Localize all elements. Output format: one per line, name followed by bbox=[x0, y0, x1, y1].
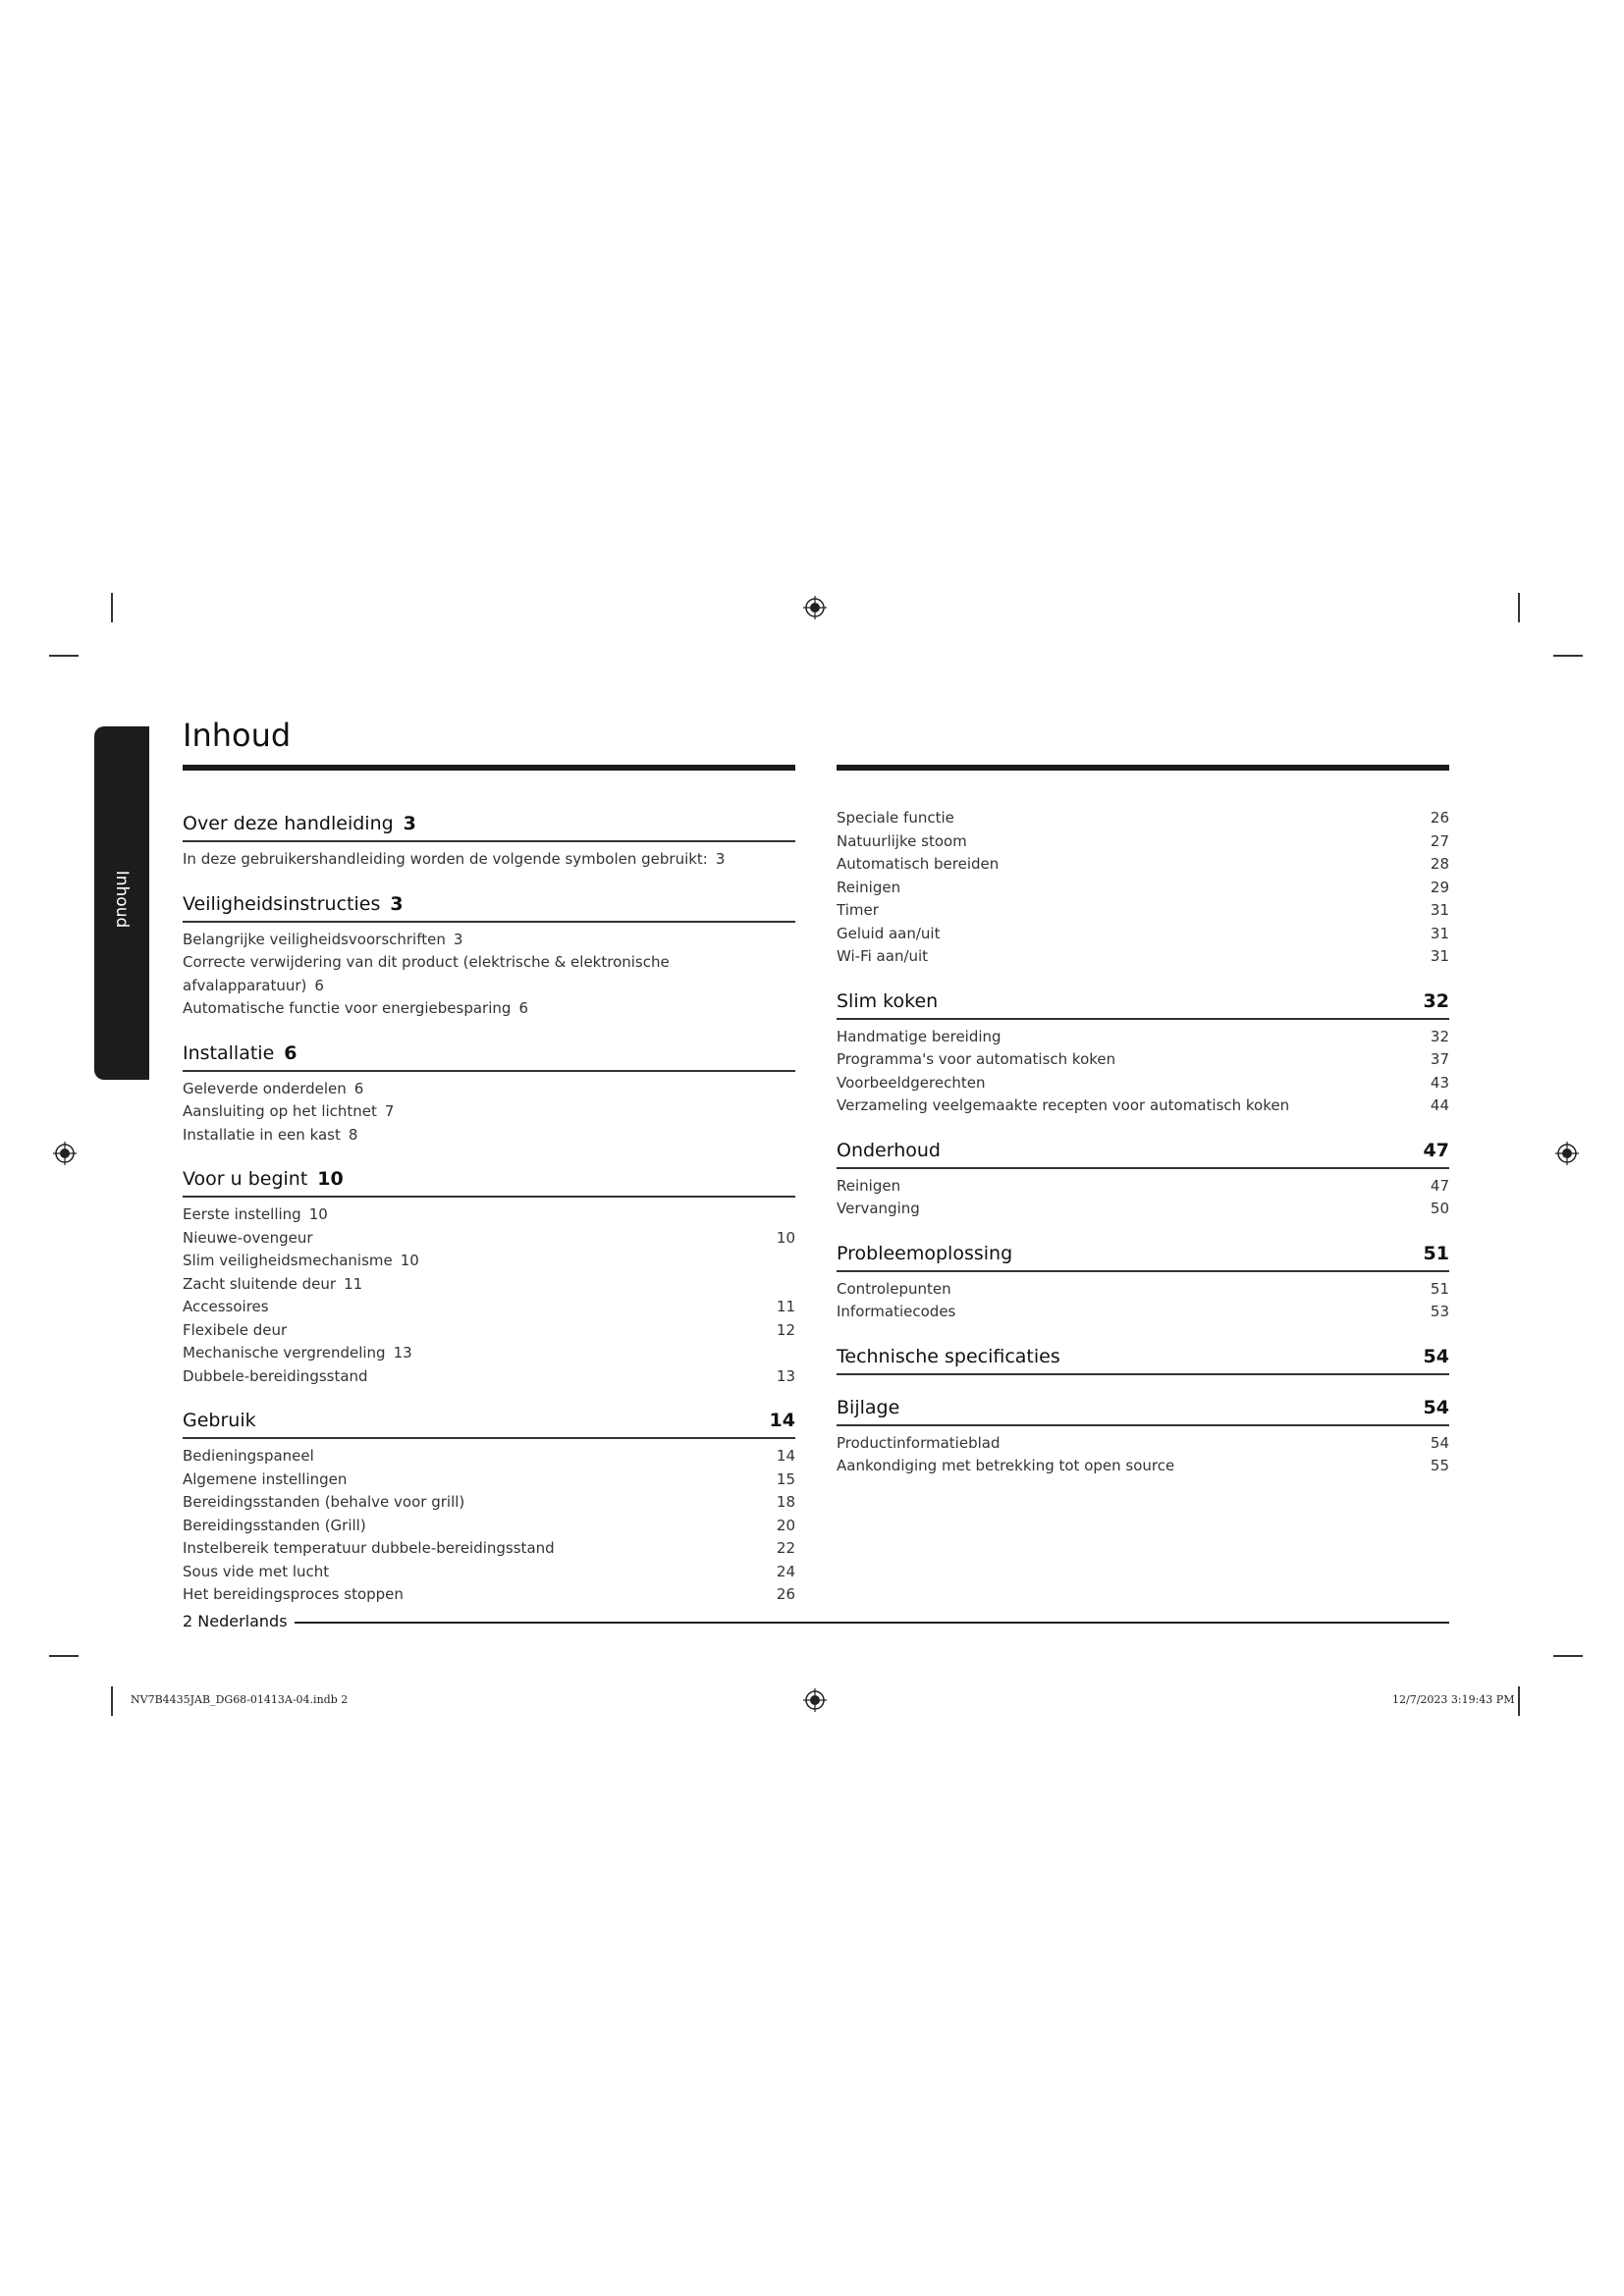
toc-entry-label bbox=[837, 1278, 951, 1302]
toc-entry-label bbox=[183, 1515, 366, 1538]
toc-entry-text: Timer bbox=[837, 901, 879, 919]
side-tab-label: Inhoud bbox=[112, 870, 132, 929]
crop-mark bbox=[111, 1686, 113, 1716]
toc-entry-text: Correcte verwijdering van dit product (elektrische & elektronische afvalapparatuur) bbox=[183, 953, 670, 994]
slug-right: 12/7/2023 3:19:43 PM bbox=[1392, 1693, 1515, 1706]
toc-entry[interactable] bbox=[837, 1095, 1449, 1118]
toc-entry-text: Aankondiging met betrekking tot open source bbox=[837, 1457, 1175, 1474]
toc-section-text: Over deze handleiding bbox=[183, 813, 394, 834]
toc-entry-page: 15 bbox=[776, 1469, 795, 1488]
toc-entry-page: 51 bbox=[1430, 1279, 1449, 1298]
toc-section-text: Probleemoplossing bbox=[837, 1242, 1013, 1264]
toc-entry[interactable] bbox=[837, 877, 1449, 900]
toc-section-heading[interactable] bbox=[837, 990, 1449, 1020]
toc-section-page: 54 bbox=[1423, 1345, 1449, 1367]
toc-entry-page: 8 bbox=[348, 1125, 358, 1144]
toc-entry-text: Informatiecodes bbox=[837, 1303, 956, 1320]
toc-entry-label bbox=[837, 1301, 955, 1324]
toc-entry-text: Belangrijke veiligheidsvoorschriften bbox=[183, 930, 446, 948]
toc-entry-page: 12 bbox=[776, 1320, 795, 1339]
toc-section-items bbox=[183, 1445, 795, 1607]
registration-mark-icon bbox=[803, 596, 827, 619]
toc-entry-page: 26 bbox=[1430, 809, 1449, 827]
toc-section bbox=[837, 990, 1449, 1118]
toc-entry[interactable] bbox=[837, 1072, 1449, 1095]
toc-entry[interactable] bbox=[183, 1468, 795, 1492]
toc-entry[interactable] bbox=[183, 1365, 795, 1389]
toc-entry-label bbox=[183, 997, 528, 1021]
toc-entry-page: 37 bbox=[1430, 1050, 1449, 1068]
toc-entry-label bbox=[837, 1072, 985, 1095]
toc-entry-text: Natuurlijke stoom bbox=[837, 831, 967, 850]
toc-entry-text: Reinigen bbox=[837, 1176, 901, 1195]
toc-entry-text: Eerste instelling bbox=[183, 1205, 301, 1223]
toc-entry-label bbox=[837, 1432, 1000, 1456]
toc-entry-text: Wi-Fi aan/uit bbox=[837, 947, 929, 965]
crop-mark bbox=[1553, 1655, 1583, 1657]
toc-entry-page: 47 bbox=[1430, 1176, 1449, 1195]
toc-entry-page: 13 bbox=[393, 1344, 412, 1362]
toc-entry-page: 6 bbox=[518, 999, 528, 1017]
toc-entry-label bbox=[183, 1203, 328, 1227]
toc-entry-text: Geleverde onderdelen bbox=[183, 1079, 347, 1097]
toc-section-heading[interactable] bbox=[837, 1140, 1449, 1169]
toc-entry-text: Reinigen bbox=[837, 878, 901, 896]
toc-entry[interactable] bbox=[183, 1203, 795, 1227]
toc-entry-page: 13 bbox=[776, 1366, 795, 1385]
toc-entry[interactable] bbox=[183, 997, 795, 1021]
toc-entry-label bbox=[837, 1026, 1001, 1049]
toc-entry[interactable] bbox=[183, 1342, 795, 1365]
toc-entry-label bbox=[183, 951, 795, 997]
toc-entry[interactable] bbox=[837, 1026, 1449, 1049]
toc-section-items bbox=[183, 929, 795, 1021]
toc-entry-page: 14 bbox=[776, 1447, 795, 1465]
toc-entry[interactable] bbox=[837, 899, 1449, 923]
toc-section bbox=[183, 1168, 795, 1388]
toc-entry-text: Controlepunten bbox=[837, 1279, 951, 1298]
toc-entry-text: Instelbereik temperatuur dubbele-bereidingsstand bbox=[183, 1539, 555, 1557]
toc-section-title bbox=[837, 1140, 941, 1161]
toc-section-title bbox=[837, 1243, 1012, 1264]
toc-entry-text: Mechanische vergrendeling bbox=[183, 1344, 386, 1362]
toc-section-title bbox=[183, 1168, 344, 1190]
toc-entry-label bbox=[837, 1095, 1289, 1118]
toc-entry-label bbox=[837, 853, 999, 877]
toc-entry-label bbox=[837, 1175, 900, 1199]
toc-entry-page: 29 bbox=[1430, 878, 1449, 896]
toc-entry-text: Zacht sluitende deur bbox=[183, 1274, 337, 1293]
toc-entry-label bbox=[837, 1048, 1115, 1072]
toc-entry[interactable] bbox=[183, 929, 795, 952]
toc-section bbox=[837, 1346, 1449, 1375]
toc-entry[interactable] bbox=[183, 1515, 795, 1538]
toc-entry[interactable] bbox=[837, 1432, 1449, 1456]
toc-section bbox=[837, 1397, 1449, 1478]
footer-rule bbox=[295, 1622, 1449, 1624]
toc-left-column bbox=[183, 813, 795, 1629]
toc-entry[interactable] bbox=[837, 1301, 1449, 1324]
toc-entry-label bbox=[183, 929, 462, 952]
toc-section-heading[interactable] bbox=[183, 1042, 795, 1072]
toc-section-title bbox=[183, 1042, 298, 1064]
toc-entry[interactable] bbox=[837, 1175, 1449, 1199]
toc-section-title bbox=[183, 893, 404, 915]
toc-entry-page: 28 bbox=[1430, 855, 1449, 873]
crop-mark bbox=[1553, 655, 1583, 657]
toc-section-heading[interactable] bbox=[183, 813, 795, 842]
toc-entry-text: Bereidingsstanden (behalve voor grill) bbox=[183, 1493, 465, 1511]
toc-entry-label bbox=[183, 1365, 368, 1389]
toc-entry[interactable] bbox=[183, 848, 795, 872]
registration-mark-icon bbox=[1555, 1142, 1579, 1165]
toc-entry-text: Installatie in een kast bbox=[183, 1125, 341, 1144]
toc-entry-label bbox=[837, 1198, 920, 1221]
toc-entry-text: Sous vide met lucht bbox=[183, 1562, 330, 1580]
registration-mark-icon bbox=[803, 1688, 827, 1712]
toc-section-text: Installatie bbox=[183, 1041, 275, 1064]
toc-entry[interactable] bbox=[183, 1273, 795, 1297]
toc-entry-page: 26 bbox=[776, 1585, 795, 1603]
toc-section-items bbox=[183, 1203, 795, 1388]
title-rule-right bbox=[837, 765, 1449, 771]
toc-section-heading[interactable] bbox=[183, 1410, 795, 1439]
toc-section-text: Gebruik bbox=[183, 1410, 256, 1431]
toc-section-text: Veiligheidsinstructies bbox=[183, 892, 381, 915]
toc-entry[interactable] bbox=[837, 830, 1449, 854]
toc-entry-label bbox=[183, 1319, 287, 1343]
toc-entry-page: 11 bbox=[776, 1298, 795, 1315]
toc-entry-text: Automatisch bereiden bbox=[837, 855, 1000, 873]
toc-section-text: Technische specificaties bbox=[837, 1345, 1060, 1367]
toc-entry-page: 3 bbox=[453, 930, 463, 948]
toc-entry[interactable] bbox=[183, 1491, 795, 1515]
toc-entry-label bbox=[837, 923, 940, 946]
toc-entry-text: Verzameling veelgemaakte recepten voor automatisch koken bbox=[837, 1096, 1290, 1114]
crop-mark bbox=[49, 655, 79, 657]
toc-entry[interactable] bbox=[183, 1296, 795, 1319]
toc-entry-page: 50 bbox=[1430, 1200, 1449, 1217]
toc-section-heading[interactable] bbox=[183, 893, 795, 923]
toc-entry[interactable] bbox=[837, 853, 1449, 877]
toc-entry[interactable] bbox=[837, 945, 1449, 969]
toc-section-page: 51 bbox=[1423, 1242, 1449, 1264]
toc-entry[interactable] bbox=[183, 1227, 795, 1251]
toc-entry[interactable] bbox=[837, 807, 1449, 830]
toc-entry-label bbox=[837, 807, 954, 830]
toc-entry-label bbox=[837, 1455, 1174, 1478]
toc-entry-text: Bereidingsstanden (Grill) bbox=[183, 1516, 366, 1534]
toc-section-page: 32 bbox=[1423, 989, 1449, 1012]
toc-entry-label bbox=[837, 945, 928, 969]
toc-section-text: Slim koken bbox=[837, 989, 939, 1012]
crop-mark bbox=[49, 1655, 79, 1657]
toc-section bbox=[183, 813, 795, 872]
toc-section-heading[interactable] bbox=[837, 1346, 1449, 1375]
toc-entry-text: Slim veiligheidsmechanisme bbox=[183, 1252, 393, 1269]
toc-entry-text: In deze gebruikershandleiding worden de volgende symbolen gebruikt: bbox=[183, 850, 708, 868]
toc-entry-text: Aansluiting op het lichtnet bbox=[183, 1102, 377, 1120]
toc-entry-label bbox=[183, 1583, 404, 1607]
toc-entry-label bbox=[183, 1250, 419, 1273]
toc-entry-label bbox=[183, 1296, 269, 1319]
toc-entry-page: 7 bbox=[384, 1102, 395, 1120]
toc-entry-text: Handmatige bereiding bbox=[837, 1027, 1001, 1045]
toc-entry-text: Algemene instellingen bbox=[183, 1469, 348, 1488]
toc-entry-label bbox=[183, 848, 725, 872]
toc-section-heading[interactable] bbox=[183, 1168, 795, 1198]
toc-entry-page: 44 bbox=[1430, 1096, 1449, 1114]
toc-section-text: Voor u begint bbox=[183, 1168, 308, 1190]
toc-section-title bbox=[837, 1346, 1060, 1367]
toc-entry[interactable] bbox=[837, 1198, 1449, 1221]
toc-entry-page: 10 bbox=[400, 1252, 419, 1269]
crop-mark bbox=[1518, 593, 1520, 622]
toc-entry-text: Het bereidingsproces stoppen bbox=[183, 1585, 404, 1603]
toc-continued-items bbox=[837, 807, 1449, 969]
toc-entry-page: 3 bbox=[715, 850, 726, 868]
toc-entry-text: Dubbele-bereidingsstand bbox=[183, 1366, 368, 1385]
toc-entry-label bbox=[837, 899, 879, 923]
toc-entry-page: 24 bbox=[776, 1562, 795, 1580]
toc-section-title bbox=[183, 813, 416, 834]
toc-entry-page: 53 bbox=[1430, 1303, 1449, 1320]
crop-mark bbox=[111, 593, 113, 622]
toc-entry-label bbox=[183, 1100, 394, 1124]
toc-entry-label bbox=[183, 1445, 314, 1468]
toc-entry-page: 20 bbox=[776, 1516, 795, 1534]
toc-section-page: 3 bbox=[403, 813, 416, 834]
slug-left: NV7B4435JAB_DG68-01413A-04.indb 2 bbox=[131, 1693, 349, 1706]
toc-section-items bbox=[837, 1278, 1449, 1324]
toc-entry-label bbox=[183, 1342, 412, 1365]
toc-section-page: 47 bbox=[1423, 1139, 1449, 1161]
toc-section-items bbox=[837, 1432, 1449, 1478]
toc-entry[interactable] bbox=[183, 1124, 795, 1148]
toc-section-page: 3 bbox=[390, 892, 404, 915]
toc-entry-page: 6 bbox=[353, 1079, 364, 1097]
toc-entry-page: 31 bbox=[1430, 924, 1449, 942]
toc-entry-text: Productinformatieblad bbox=[837, 1433, 1001, 1452]
toc-entry-label bbox=[183, 1078, 363, 1101]
title-rule-left bbox=[183, 765, 795, 771]
toc-entry-text: Programma's voor automatisch koken bbox=[837, 1050, 1116, 1068]
toc-entry[interactable] bbox=[183, 1561, 795, 1584]
toc-entry-text: Bedieningspaneel bbox=[183, 1447, 314, 1465]
toc-section bbox=[183, 1042, 795, 1148]
toc-section-title bbox=[837, 990, 938, 1012]
toc-entry-page: 11 bbox=[344, 1274, 363, 1293]
crop-mark bbox=[1518, 1686, 1520, 1716]
toc-entry-page: 10 bbox=[308, 1205, 328, 1223]
toc-section-heading[interactable] bbox=[837, 1243, 1449, 1272]
toc-section-title bbox=[837, 1397, 899, 1418]
toc-entry-text: Accessoires bbox=[183, 1298, 269, 1315]
toc-entry-page: 10 bbox=[776, 1228, 795, 1247]
registration-mark-icon bbox=[53, 1142, 77, 1165]
toc-section bbox=[183, 893, 795, 1021]
toc-entry[interactable] bbox=[183, 1250, 795, 1273]
toc-entry-page: 43 bbox=[1430, 1073, 1449, 1092]
toc-entry-text: Vervanging bbox=[837, 1200, 920, 1217]
toc-entry-text: Speciale functie bbox=[837, 809, 954, 827]
toc-section-text: Bijlage bbox=[837, 1396, 900, 1418]
toc-entry-label bbox=[183, 1124, 357, 1148]
toc-entry-label bbox=[183, 1491, 464, 1515]
toc-entry[interactable] bbox=[837, 1048, 1449, 1072]
toc-section-items bbox=[183, 1078, 795, 1148]
toc-section-items bbox=[837, 1026, 1449, 1118]
toc-section bbox=[837, 1140, 1449, 1221]
toc-entry[interactable] bbox=[183, 1319, 795, 1343]
toc-entry[interactable] bbox=[183, 1445, 795, 1468]
toc-right-column bbox=[837, 809, 1449, 1500]
toc-entry-page: 18 bbox=[776, 1493, 795, 1511]
toc-section bbox=[183, 1410, 795, 1607]
toc-entry-page: 32 bbox=[1430, 1027, 1449, 1045]
toc-entry-label bbox=[183, 1537, 555, 1561]
page-title: Inhoud bbox=[183, 717, 292, 754]
toc-entry-text: Geluid aan/uit bbox=[837, 924, 941, 942]
toc-entry-text: Voorbeeldgerechten bbox=[837, 1073, 986, 1092]
toc-section-page: 14 bbox=[769, 1410, 795, 1431]
toc-entry[interactable] bbox=[183, 1100, 795, 1124]
toc-entry-text: Flexibele deur bbox=[183, 1320, 288, 1339]
toc-entry-page: 31 bbox=[1430, 947, 1449, 965]
footer-page-label: 2 Nederlands bbox=[183, 1612, 288, 1630]
toc-entry-page: 6 bbox=[314, 976, 324, 994]
toc-section-page: 6 bbox=[284, 1041, 298, 1064]
toc-section-page: 54 bbox=[1423, 1396, 1449, 1418]
toc-entry-label bbox=[183, 1468, 347, 1492]
toc-entry[interactable] bbox=[837, 1278, 1449, 1302]
toc-section-page: 10 bbox=[317, 1168, 344, 1190]
toc-entry-page: 27 bbox=[1430, 831, 1449, 850]
toc-entry[interactable] bbox=[183, 1078, 795, 1101]
toc-entry[interactable] bbox=[183, 1537, 795, 1561]
toc-entry-page: 54 bbox=[1430, 1433, 1449, 1452]
toc-section-items bbox=[837, 1175, 1449, 1221]
toc-section-title bbox=[183, 1410, 256, 1431]
toc-entry-label bbox=[183, 1273, 362, 1297]
toc-entry[interactable] bbox=[837, 1455, 1449, 1478]
toc-entry[interactable] bbox=[183, 1583, 795, 1607]
toc-entry-label bbox=[183, 1227, 313, 1251]
toc-entry-page: 22 bbox=[776, 1539, 795, 1557]
side-tab bbox=[94, 726, 149, 1080]
toc-entry-text: Automatische functie voor energiebesparing bbox=[183, 999, 512, 1017]
toc-section-text: Onderhoud bbox=[837, 1139, 941, 1161]
toc-section bbox=[837, 1243, 1449, 1324]
toc-section-items bbox=[183, 848, 795, 872]
toc-entry-page: 31 bbox=[1430, 901, 1449, 919]
toc-entry[interactable] bbox=[837, 923, 1449, 946]
toc-entry[interactable] bbox=[183, 951, 795, 997]
toc-entry-label bbox=[183, 1561, 329, 1584]
toc-entry-label bbox=[837, 877, 900, 900]
toc-entry-text: Nieuwe-ovengeur bbox=[183, 1228, 313, 1247]
toc-section-heading[interactable] bbox=[837, 1397, 1449, 1426]
toc-entry-page: 55 bbox=[1430, 1457, 1449, 1474]
toc-entry-label bbox=[837, 830, 967, 854]
